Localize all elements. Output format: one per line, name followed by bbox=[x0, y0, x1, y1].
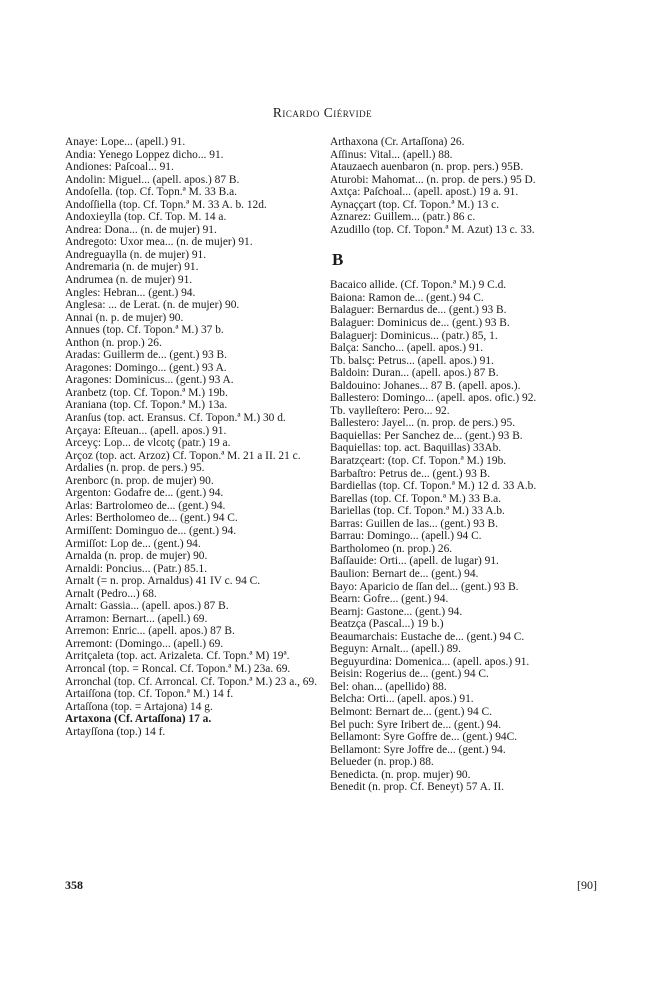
index-entry: Araniana (top. Cf. Topon.ª M.) 13a. bbox=[65, 399, 228, 412]
index-entry: Arçoz (top. act. Arzoz) Cf. Topon.ª M. 21 a II. 21 c. bbox=[65, 449, 301, 462]
index-entry: Anaye: Lope... (apell.) 91. bbox=[65, 136, 186, 148]
index-entry: Balaguer: Bernardus de... (gent.) 93 B. bbox=[330, 304, 507, 317]
index-entry: Bardiellas (top. Cf. Topon.ª M.) 12 d. 33 A.b. bbox=[330, 480, 537, 493]
index-entry: Tb. vaylleſtero: Pero... 92. bbox=[330, 404, 450, 417]
index-entry: Aragones: Dominicus... (gent.) 93 A. bbox=[65, 374, 234, 387]
index-entry: Angles: Hebran... (gent.) 94. bbox=[65, 286, 196, 299]
index-entry: Barrau: Domingo... (apell.) 94 C. bbox=[330, 530, 482, 543]
index-entry: Armiſſent: Dominguo de... (gent.) 94. bbox=[65, 524, 237, 537]
index-entry: Benedit (n. prop. Cf. Beneyt) 57 A. II. bbox=[330, 781, 504, 794]
index-entry: Anthon (n. prop.) 26. bbox=[65, 336, 162, 349]
index-entry: Bel: ohan... (apellido) 88. bbox=[330, 680, 447, 693]
index-entry: Bayo: Aparicio de ſſan del... (gent.) 93 B. bbox=[330, 580, 519, 593]
index-entry: Belcha: Orti... (apell. apos.) 91. bbox=[330, 693, 474, 706]
index-entry: Bel puch: Syre Iribert de... (gent.) 94. bbox=[330, 718, 502, 731]
index-entry: Axtça: Paſchoal... (apell. apost.) 19 a. 91. bbox=[330, 186, 519, 199]
index-entry: Aradas: Guillerm de... (gent.) 93 B. bbox=[65, 349, 227, 362]
index-entry: Beguyn: Arnalt... (apell.) 89. bbox=[330, 643, 461, 656]
index-entry: Arthaxona (Cr. Artaſſona) 26. bbox=[330, 136, 465, 148]
index-entry: Andreguaylla (n. de mujer) 91. bbox=[65, 248, 207, 261]
index-entry: Baldoin: Duran... (apell. apos.) 87 B. bbox=[330, 367, 499, 380]
index-entry: Barras: Guillen de las... (gent.) 93 B. bbox=[330, 517, 498, 530]
index-entry: Balaguerj: Dominicus... (patr.) 85, 1. bbox=[330, 329, 498, 342]
index-entry: Arles: Bertholomeo de... (gent.) 94 C. bbox=[65, 512, 238, 525]
index-entry: Baiona: Ramon de... (gent.) 94 C. bbox=[330, 291, 484, 304]
index-entry: Beaumarchais: Eustache de... (gent.) 94 C. bbox=[330, 630, 525, 643]
index-entry: Arceyç: Lop... de vlcotç (patr.) 19 a. bbox=[65, 437, 231, 450]
index-entry: Balça: Sancho... (apell. apos.) 91. bbox=[330, 342, 484, 355]
index-entry: Arnalt: Gassia... (apell. apos.) 87 B. bbox=[65, 600, 229, 613]
index-entry: Ballestero: Jayel... (n. prop. de pers.) 95. bbox=[330, 417, 516, 430]
index-entry: Arronchal (top. Cf. Arroncal. Cf. Topon.ª M.) 23 a., 69. bbox=[65, 675, 318, 688]
index-entry: Atauzaech auenbaron (n. prop. pers.) 95B. bbox=[330, 161, 524, 174]
index-entry: Bariellas (top. Cf. Topon.ª M.) 33 A.b. bbox=[330, 505, 505, 518]
index-entry: Arnalt (Pedro...) 68. bbox=[65, 587, 157, 600]
index-entry: Andoſſiella (top. Cf. Topn.ª M. 33 A. b. 12d. bbox=[65, 198, 267, 211]
index-entry: Aynaççart (top. Cf. Topon.ª M.) 13 c. bbox=[330, 198, 500, 211]
index-entry: Andrea: Dona... (n. de mujer) 91. bbox=[65, 223, 217, 236]
index-entry: Aragones: Domingo... (gent.) 93 A. bbox=[65, 361, 227, 374]
index-entry: Anglesa: ... de Lerat. (n. de mujer) 90. bbox=[65, 299, 240, 312]
index-entry: Aranſus (top. act. Eransus. Cf. Topon.ª M.) 30 d. bbox=[65, 412, 286, 425]
index-entry: Arenborc (n. prop. de mujer) 90. bbox=[65, 474, 214, 487]
index-entry: Tb. balsç: Petrus... (apell. apos.) 91. bbox=[330, 354, 494, 367]
index-entry: Andia: Yenego Loppez dicho... 91. bbox=[65, 148, 224, 161]
index-entry: Arremont: (Domingo... (apell.) 69. bbox=[65, 637, 224, 650]
index-entry: Barellas (top. Cf. Topon.ª M.) 33 B.a. bbox=[330, 492, 502, 505]
index-column-left bbox=[65, 136, 327, 738]
index-entry: Aranbetz (top. Cf. Topon.ª M.) 19b. bbox=[65, 386, 228, 399]
index-entry: Benedicta. (n. prop. mujer) 90. bbox=[330, 768, 471, 781]
index-entry: Baquiellas: top. act. Baquillas) 33Ab. bbox=[330, 442, 502, 455]
index-entry: Armiſſot: Lop de... (gent.) 94. bbox=[65, 537, 201, 550]
index-entry: Artaxona (Cf. Artaſſona) 17 a. bbox=[65, 713, 212, 726]
index-entry: Balaguer: Dominicus de... (gent.) 93 B. bbox=[330, 317, 510, 330]
index-entry: Baldouino: Johanes... 87 B. (apell. apos.). bbox=[330, 379, 521, 392]
index-entry: Arramon: Bernart... (apell.) 69. bbox=[65, 612, 208, 625]
index-entry: Arnalt (= n. prop. Arnaldus) 41 IV c. 94 C. bbox=[65, 575, 261, 588]
index-entry: Ardalies (n. prop. de pers.) 95. bbox=[65, 462, 205, 475]
folio-bracket-number: [90] bbox=[577, 878, 597, 892]
index-entry: Baſſauide: Orti... (apell. de lugar) 91. bbox=[330, 555, 499, 568]
index-entry: Arnalda (n. prop. de mujer) 90. bbox=[65, 550, 208, 563]
page-number: 358 bbox=[65, 878, 83, 892]
index-column-right bbox=[330, 136, 598, 794]
index-entry: Artayſſona (top.) 14 f. bbox=[65, 725, 166, 738]
index-entry: Bacaico allide. (Cf. Topon.ª M.) 9 C.d. bbox=[330, 279, 507, 292]
index-entry: Ballestero: Domingo... (apell. apos. ofic.) 92. bbox=[330, 392, 537, 405]
index-entry: Arlas: Bartrolomeo de... (gent.) 94. bbox=[65, 499, 226, 512]
index-entry: Andremaria (n. de mujer) 91. bbox=[65, 261, 199, 274]
index-entry: Bartholomeo (n. prop.) 26. bbox=[330, 542, 453, 555]
index-entry: Azudillo (top. Cf. Topon.ª M. Azut) 13 c. 33. bbox=[330, 223, 535, 236]
index-entry: Andregoto: Uxor mea... (n. de mujer) 91. bbox=[65, 236, 253, 249]
section-heading-b: B bbox=[332, 250, 344, 270]
index-entry: Arroncal (top. = Roncal. Cf. Topon.ª M.) 23a. 69. bbox=[65, 662, 291, 675]
index-entry: Argenton: Godafre de... (gent.) 94. bbox=[65, 487, 224, 500]
index-entry: Annues (top. Cf. Topon.ª M.) 37 b. bbox=[65, 324, 224, 337]
index-entry: Baquiellas: Per Sanchez de... (gent.) 93 B. bbox=[330, 429, 523, 442]
index-entry: Aznarez: Guillem... (patr.) 86 c. bbox=[330, 211, 476, 224]
running-head: Ricardo Ciérvide bbox=[272, 105, 373, 120]
entries-b bbox=[330, 279, 598, 793]
index-entry: Arremon: Enric... (apell. apos.) 87 B. bbox=[65, 625, 235, 638]
index-entry: Arritçaleta (top. act. Arizaleta. Cf. Topn.ª M) 19ª. bbox=[65, 650, 290, 663]
entries-a-continued bbox=[330, 136, 598, 236]
index-entry: Baratzçeart: (top. Cf. Topon.ª M.) 19b. bbox=[330, 455, 507, 468]
index-entry: Andrumea (n. de mujer) 91. bbox=[65, 274, 193, 287]
index-entry: Beguyurdina: Domenica... (apell. apos.) 91. bbox=[330, 655, 530, 668]
index-entry: Artaiſſona (top. Cf. Topon.ª M.) 14 f. bbox=[65, 688, 234, 701]
index-entry: Baulion: Bernart de... (gent.) 94. bbox=[330, 567, 479, 580]
index-entry: Annai (n. p. de mujer) 90. bbox=[65, 311, 184, 324]
index-entry: Andolin: Miguel... (apell. apos.) 87 B. bbox=[65, 173, 240, 186]
index-entry: Artaſſona (top. = Artajona) 14 g. bbox=[65, 700, 213, 713]
index-entry: Bellamont: Syre Joffre de... (gent.) 94. bbox=[330, 743, 506, 756]
index-entry: Bearnj: Gastone... (gent.) 94. bbox=[330, 605, 463, 618]
index-entry: Arçaya: Eſteuan... (apell. apos.) 91. bbox=[65, 424, 227, 437]
index-entry: Barbaſtro: Petrus de... (gent.) 93 B. bbox=[330, 467, 491, 480]
index-entry: Andoſella. (top. Cf. Topn.ª M. 33 B.a. bbox=[65, 186, 238, 199]
index-entry: Belueder (n. prop.) 88. bbox=[330, 756, 434, 769]
index-entry: Beatzça (Pascal...) 19 b.) bbox=[330, 618, 444, 631]
index-entry: Aſſinus: Vital... (apell.) 88. bbox=[330, 148, 453, 161]
index-entry: Aturobi: Mahomat... (n. prop. de pers.) 95 D. bbox=[330, 173, 536, 186]
index-entry: Andoxieylla (top. Cf. Top. M. 14 a. bbox=[65, 211, 227, 224]
index-entry: Andiones: Paſcoal... 91. bbox=[65, 161, 174, 174]
index-entry: Beisin: Rogerius de... (gent.) 94 C. bbox=[330, 668, 489, 681]
index-entry: Bellamont: Syre Goffre de... (gent.) 94C. bbox=[330, 731, 518, 744]
index-entry: Arnaldi: Poncius... (Patr.) 85.1. bbox=[65, 562, 208, 575]
index-entry: Belmont: Bernart de... (gent.) 94 C. bbox=[330, 705, 492, 718]
index-entry: Bearn: Gofre... (gent.) 94. bbox=[330, 593, 449, 606]
